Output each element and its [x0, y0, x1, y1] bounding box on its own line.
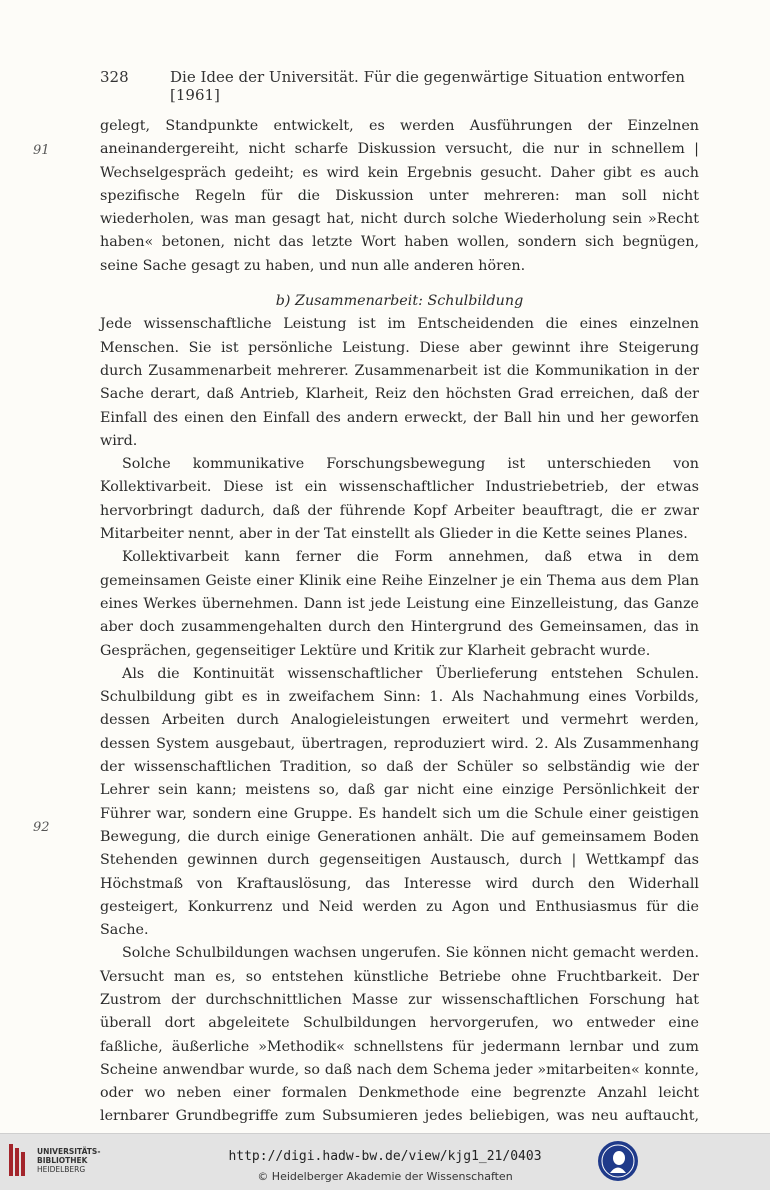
- paragraph: gelegt, Standpunkte entwickelt, es werden Ausführungen der Einzelnen aneinandergereiht, nicht scharfe Diskussion versucht, die nur in schnellem | Wechselgespräch gedeiht; es wird kein Ergebnis gesucht. Daher gibt es auch spezifische Regeln für die Diskussion unter mehreren: man soll nicht wiederholen, was man gesagt hat, nicht durch solche Wiederholung sein »Recht haben« betonen, nicht das letzte Wort haben wollen, sondern sich begnügen, seine Sache gesagt zu haben, und nun alle anderen hören.: [100, 118, 699, 274]
- academy-seal-icon: [597, 1140, 639, 1182]
- ub-line: BIBLIOTHEK: [37, 1156, 88, 1165]
- body-text: [100, 115, 699, 1152]
- section-heading: b) Zusammenarbeit: Schulbildung: [275, 293, 524, 310]
- ub-line: UNIVERSITÄTS-: [37, 1147, 101, 1156]
- copyright-notice: © Heidelberger Akademie der Wissenschaften: [257, 1170, 513, 1183]
- marginal-number: 92: [33, 820, 50, 835]
- paragraph: Solche kommunikative Forschungsbewegung ist unterschieden von Kollektivarbeit. Diese ist ein wissenschaftlicher Industriebetrieb, der etwas hervorbringt dadurch, daß der führende Kopf Arbeiter beauftragt, die er zwar Mitarbeiter nennt, aber in der Tat einstellt als Glieder in die Kette seines Planes.: [100, 456, 699, 543]
- page-number: 328: [100, 68, 129, 86]
- ub-line: HEIDELBERG: [37, 1165, 86, 1174]
- paragraph: Als die Kontinuität wissenschaftlicher Überlieferung entstehen Schulen. Schulbildung gibt es in zweifachem Sinn: 1. Als Nachahmung eines Vorbilds, dessen Arbeiten durch Analogieleistungen erweitert und vermehrt werden, dessen System ausgebaut, übertragen, reproduziert wird. 2. Als Zusammenhang der wissenschaftlichen Tradition, so daß der Schüler so selbständig wie der Lehrer sein kann; meistens so, daß gar nicht eine einzige Persönlichkeit der Führer war, sondern eine Gruppe. Es handelt sich um die Schule einer geistigen Bewegung, die durch einige Generationen anhält. Die auf gemeinsamem Boden Stehenden gewinnen durch gegenseitigen Austausch, durch | Wettkampf das Höchstmaß von Kraftauslösung, das Interesse wird durch den Widerhall gesteigert, Konkurrenz und Neid werden zu Agon und Enthusiasmus für die Sache.: [100, 665, 699, 939]
- marginal-number: 91: [33, 143, 50, 158]
- paragraph: Jede wissenschaftliche Leistung ist im Entscheidenden die eines einzelnen Menschen. Sie ist persönliche Leistung. Diese aber gewinnt ihre Steigerung durch Zusammenarbeit mehrerer. Zusammenarbeit ist die Kommunikation in der Sache derart, daß Antrieb, Klarheit, Reiz den höchsten Grad erreichen, daß der Einfall des einen den Einfall des andern erweckt, der Ball hin und her geworfen wird.: [100, 316, 699, 449]
- permalink-url[interactable]: http://digi.hadw-bw.de/view/kjg1_21/0403: [228, 1149, 542, 1164]
- paragraph: Kollektivarbeit kann ferner die Form annehmen, daß etwa in dem gemeinsamen Geiste einer Klinik eine Reihe Einzelner je ein Thema aus dem Plan eines Werkes übernehmen. Dann ist jede Leistung eine Einzelleistung, das Ganze aber doch zusammengehalten durch den Hintergrund des Gemeinsamen, das in Gesprächen, gegenseitiger Lektüre und Kritik zur Klarheit gebracht wurde.: [100, 549, 699, 659]
- running-title: Die Idee der Universität. Für die gegenwärtige Situation entworfen [1961]: [170, 68, 685, 104]
- viewer-footer: [0, 1133, 770, 1190]
- paragraph: Solche Schulbildungen wachsen ungerufen. Sie können nicht gemacht werden. Versucht man es, so entstehen künstliche Betriebe ohne Fruchtbarkeit. Der Zustrom der durchschnittlichen Masse zur wissenschaftlichen Forschung hat überall dort abgeleitete Schulbildungen hervorgerufen, wo entweder eine faßliche, äußerliche »Methodik« schnellstens für jedermann lernbar und zum Scheine anwendbar wurde, so daß nach dem Schema jeder »mitarbeiten« konnte, oder wo neben einer formalen Denkmethode eine begrenzte Anzahl leicht lernbarer Grundbegriffe zum Subsumieren jedes beliebigen, was neu auftaucht,: [100, 945, 699, 1125]
